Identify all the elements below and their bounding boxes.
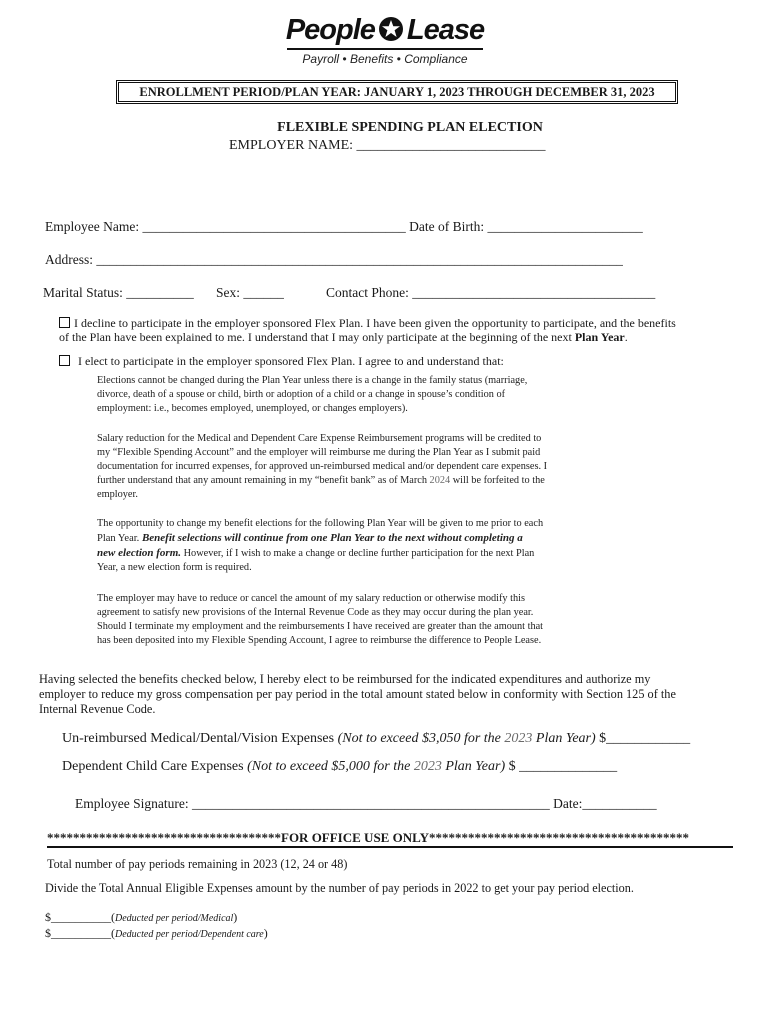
medical-expense-label: Un-reimbursed Medical/Dental/Vision Expenses [62, 731, 338, 746]
forfeit-year: 2024 [429, 475, 451, 486]
terms-p3-text: However, if I wish to make a change or decline further participation for the next Plan [181, 548, 535, 559]
dependent-deduction-blank[interactable]: $__________( [45, 926, 115, 940]
logo-tagline: Payroll • Benefits • Compliance [302, 52, 468, 66]
terms-p3-line: Year, a new election form is required. [97, 562, 252, 573]
medical-deduction-note: Deducted per period/Medical [115, 913, 234, 924]
medical-deduction-blank[interactable]: $__________( [45, 910, 115, 924]
terms-p2-line: my “Flexible Spending Account” and the employer will reimburse me during the Plan Year as I submit paid [97, 447, 541, 458]
terms-p4-line: The employer may have to reduce or cancel the amount of my salary reduction or otherwise modify this [97, 593, 526, 604]
elect-text: I elect to participate in the employer sponsored Flex Plan. I agree to and understand that: [78, 354, 504, 368]
terms-p2-text: will be forfeited to the [450, 475, 545, 486]
terms-p2-line: employer. [97, 489, 138, 500]
medical-limit-note: Plan Year) [532, 731, 596, 746]
terms-p2-text: further understand that any amount remaining in my “benefit bank” as of March [97, 475, 430, 486]
decline-option [59, 316, 749, 330]
terms-p3-line [97, 546, 543, 561]
form-title: FLEXIBLE SPENDING PLAN ELECTION [277, 120, 543, 135]
election-intro-line: Having selected the benefits checked below, I hereby elect to be reimbursed for the indicated expenditures and authorize my [39, 672, 651, 686]
terms-p3-line [97, 531, 543, 546]
dependent-amount-field[interactable]: $ ______________ [505, 759, 618, 774]
enrollment-period-box: ENROLLMENT PERIOD/PLAN YEAR: JANUARY 1, 2023 THROUGH DECEMBER 31, 2023 [116, 80, 678, 104]
sex-field[interactable]: Sex: ______ [216, 285, 284, 300]
dependent-plan-year: 2023 [413, 759, 442, 774]
terms-p3-line: The opportunity to change my benefit elections for the following Plan Year will be given to me prior to each [97, 518, 544, 529]
terms-p4-line: agreement to satisfy new provisions of the Internal Revenue Code as they may occur during the plan year. [97, 607, 534, 618]
decline-text-line1: I decline to participate in the employer sponsored Flex Plan. I have been given the opportunity to participate, and the benefits [74, 316, 676, 330]
terms-paragraph-1 [97, 374, 527, 416]
terms-p2-line: Salary reduction for the Medical and Dependent Care Expense Reimbursement programs will be credited to [97, 433, 542, 444]
employer-name-field[interactable]: EMPLOYER NAME: ___________________________ [229, 138, 546, 153]
terms-p1-line: divorce, death of a spouse or child, birth or adoption of a child or a change in spouse’s condition of [97, 389, 506, 400]
pay-periods-remaining: Total number of pay periods remaining in 2023 (12, 24 or 48) [47, 857, 348, 871]
terms-p1-line: employment: i.e., becomes employed, unemployed, or changes employers). [97, 403, 408, 414]
logo-word-people: People [285, 14, 375, 46]
election-intro [39, 672, 676, 717]
medical-deduction-close: ) [233, 910, 238, 924]
terms-p3-bold: new election form. [97, 547, 182, 559]
medical-deduction-line[interactable] [45, 910, 237, 926]
dependent-limit-note: (Not to exceed $5,000 for the [247, 759, 414, 774]
marital-status-field[interactable]: Marital Status: __________ [43, 285, 194, 300]
dependent-limit-note: Plan Year) [441, 759, 506, 774]
terms-paragraph-4 [97, 592, 543, 648]
employee-signature-line[interactable]: Employee Signature: _____________________________________________________ Date:___________ [75, 796, 657, 811]
terms-p2-line [97, 474, 547, 488]
terms-p4-line: Should I terminate my employment and the reimbursements I have received are greater than the amount that [97, 621, 544, 632]
dependent-deduction-note: Deducted per period/Dependent care [115, 929, 264, 940]
terms-p2-line: documentation for incurred expenses, for approved un-reimbursed medical and/or dependent care expenses. I [97, 461, 548, 472]
terms-paragraph-2 [97, 432, 547, 502]
plan-year-bold: Plan Year [574, 330, 625, 344]
divide-instruction: Divide the Total Annual Eligible Expenses amount by the number of pay periods in 2022 to get your pay period election. [45, 881, 634, 895]
election-intro-line: Internal Revenue Code. [39, 702, 156, 716]
decline-line2-period: . [624, 330, 628, 344]
office-use-banner: ************************************FOR OFFICE USE ONLY**************************************** [47, 830, 733, 848]
logo-word-lease: Lease [406, 14, 485, 46]
medical-amount-field[interactable]: $____________ [595, 731, 691, 746]
star-icon [378, 16, 404, 47]
terms-p1-line: Elections cannot be changed during the Plan Year unless there is a change in the family status (marriage, [97, 375, 528, 386]
contact-phone-field[interactable]: Contact Phone: ____________________________________ [326, 285, 656, 300]
decline-checkbox[interactable] [59, 317, 70, 328]
medical-expense-election[interactable] [62, 731, 690, 747]
dependent-deduction-line[interactable] [45, 926, 268, 942]
terms-p3-bold: Benefit selections will continue from one Plan Year to the next without completing a [141, 532, 523, 544]
election-intro-line: employer to reduce my gross compensation per pay period in the total amount stated below in conformity with Section 125 of the [39, 687, 676, 701]
medical-plan-year: 2023 [504, 731, 533, 746]
dependent-care-election[interactable] [62, 759, 617, 775]
dependent-care-label: Dependent Child Care Expenses [62, 759, 248, 774]
elect-option [59, 354, 504, 368]
decline-text-line2 [59, 330, 628, 344]
address-line[interactable]: Address: ______________________________________________________________________________ [45, 252, 623, 267]
medical-limit-note: (Not to exceed $3,050 for the [337, 731, 505, 746]
decline-line2-text: of the Plan have been explained to me. I understand that I may only participate at the beginning of the next [59, 330, 575, 344]
terms-paragraph-3 [97, 517, 543, 575]
dependent-deduction-close: ) [263, 926, 268, 940]
elect-checkbox[interactable] [59, 355, 70, 366]
company-logo [0, 14, 770, 66]
employee-name-dob-line[interactable]: Employee Name: _______________________________________ Date of Birth: _______________________ [45, 219, 643, 234]
logo-divider [287, 48, 483, 50]
terms-p4-line: has been deposited into my Flexible Spending Account, I agree to reimburse the difference to People Lease. [97, 635, 542, 646]
terms-p3-text: Plan Year. [97, 533, 142, 544]
